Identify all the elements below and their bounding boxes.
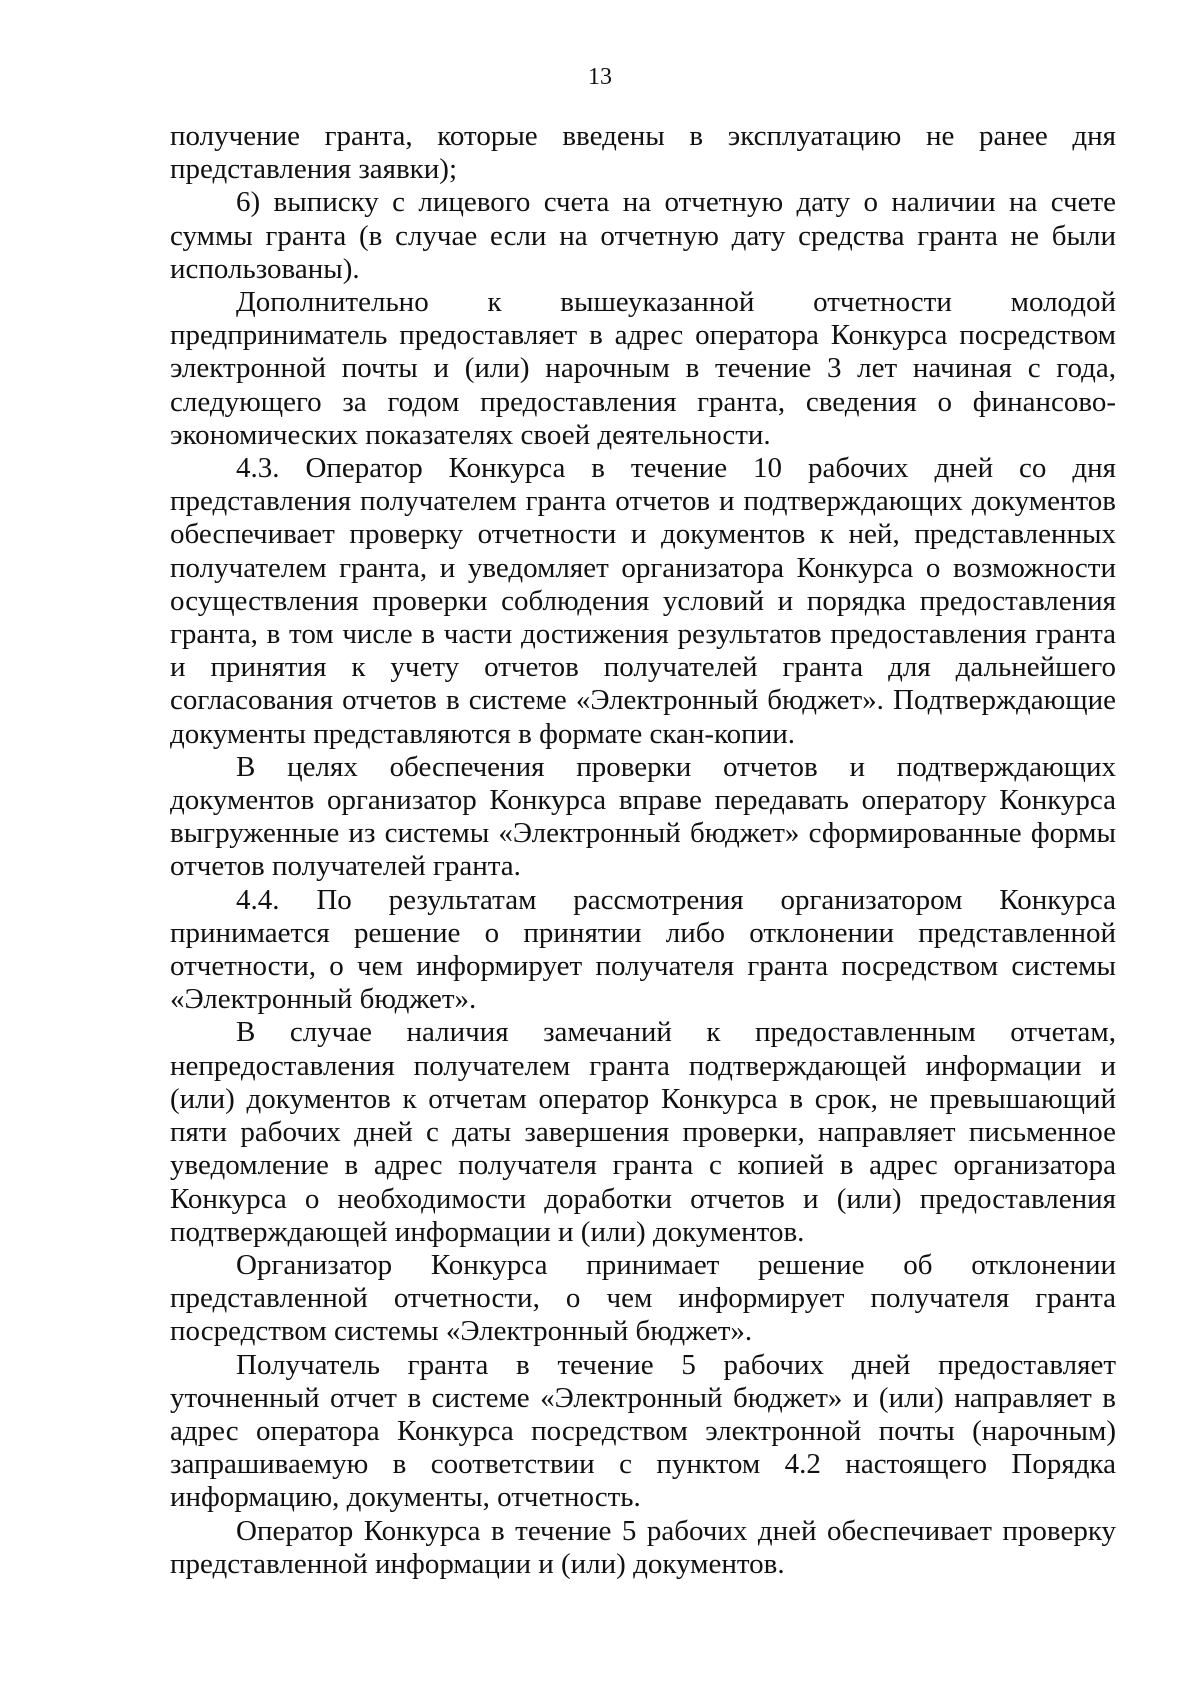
paragraph-remarks: В случае наличия замечаний к предоставленным отчетам, непредоставления получателем гранта подтверждающей информации и (или) документов к отчетам оператор Конкурса в срок, не превышающий пяти рабочих дней с даты завершения проверки, направляет письменное уведомление в адрес получателя гранта с копией в адрес организатора Конкурса о необходимости доработки отчетов и (или) предоставления подтверждающей информации и (или) документов. <box>170 1016 1116 1248</box>
paragraph-item-6: 6) выписку с лицевого счета на отчетную дату о наличии на счете суммы гранта (в случае если на отчетную дату средства гранта не были использованы). <box>170 186 1116 285</box>
paragraph-final-check: Оператор Конкурса в течение 5 рабочих дней обеспечивает проверку представленной информации и (или) документов. <box>170 1514 1116 1580</box>
document-body <box>170 120 1116 1581</box>
paragraph-verification: В целях обеспечения проверки отчетов и подтверждающих документов организатор Конкурса вправе передавать оператору Конкурса выгруженные из системы «Электронный бюджет» сформированные формы отчетов получателей гранта. <box>170 750 1116 883</box>
paragraph-continuation: получение гранта, которые введены в эксплуатацию не ранее дня представления заявки); <box>170 120 1116 186</box>
page-number: 13 <box>588 64 612 90</box>
paragraph-4-4: 4.4. По результатам рассмотрения организатором Конкурса принимается решение о принятии либо отклонении представленной отчетности, о чем информирует получателя гранта посредством системы «Электронный бюджет». <box>170 883 1116 1016</box>
paragraph-rejection: Организатор Конкурса принимает решение об отклонении представленной отчетности, о чем информирует получателя гранта посредством системы «Электронный бюджет». <box>170 1248 1116 1348</box>
paragraph-additional-reporting: Дополнительно к вышеуказанной отчетности молодой предприниматель предоставляет в адрес оператора Конкурса посредством электронной почты и (или) нарочным в течение 3 лет начиная с года, следующего за годом предоставления гранта, сведения о финансово-экономических показателях своей деятельности. <box>170 286 1116 451</box>
paragraph-4-3: 4.3. Оператор Конкурса в течение 10 рабочих дней со дня представления получателем гранта отчетов и подтверждающих документов обеспечивает проверку отчетности и документов к ней, представленных получателем гранта, и уведомляет организатора Конкурса о возможности осуществления проверки соблюдения условий и порядка предоставления гранта, в том числе в части достижения результатов предоставления гранта и принятия к учету отчетов получателей гранта для дальнейшего согласования отчетов в системе «Электронный бюджет». Подтверждающие документы представляются в формате скан-копии. <box>170 452 1116 750</box>
paragraph-corrected-report: Получатель гранта в течение 5 рабочих дней предоставляет уточненный отчет в системе «Электронный бюджет» и (или) направляет в адрес оператора Конкурса посредством электронной почты (нарочным) запрашиваемую в соответствии с пунктом 4.2 настоящего Порядка информацию, документы, отчетность. <box>170 1348 1116 1514</box>
